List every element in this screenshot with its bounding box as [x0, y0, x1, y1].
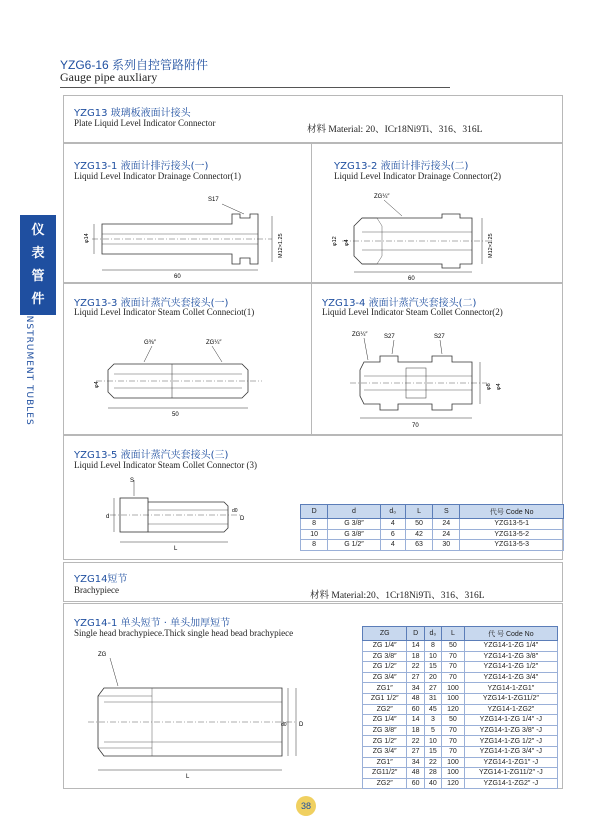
table-cell: G 1/2″	[328, 540, 380, 551]
table-cell: YZG14-1-ZG1″	[464, 683, 557, 694]
yzg13-3-drawing	[72, 326, 307, 432]
table-cell: 70	[442, 672, 465, 683]
dim-label: S27	[434, 334, 445, 340]
table-cell: 70	[442, 725, 465, 736]
table-header-cell: D	[301, 505, 328, 519]
yzg13-1-title-zh: YZG13-1 液面计排污接头(一)	[74, 161, 209, 172]
table-cell: 5	[424, 725, 441, 736]
yzg14-title-en: Brachypiece	[74, 585, 119, 595]
table-cell: 27	[407, 746, 424, 757]
dim-label: S17	[208, 197, 219, 203]
yzg13-title-zh: YZG13 玻璃板液面计接头	[74, 108, 191, 119]
dim-label: L	[174, 546, 178, 552]
table-row	[363, 672, 558, 683]
table-cell: ZG 1/2″	[363, 736, 407, 747]
yzg13-1-drawing	[72, 186, 307, 280]
table-cell: ZG 3/8″	[363, 725, 407, 736]
table-cell: G 3/8″	[328, 529, 380, 540]
category-english	[18, 312, 58, 447]
table-cell: 50	[442, 641, 465, 652]
page-number: 38	[296, 796, 316, 816]
panel-divider	[311, 144, 312, 282]
yzg14-material: 材料 Material:20、1Cr18Ni9Ti、316、316L	[310, 591, 485, 601]
yzg13-title-en: Plate Liquid Level Indicator Connector	[74, 118, 216, 128]
table-cell: 8	[424, 641, 441, 652]
table-cell: YZG14-1-ZG 3/8″ -J	[464, 725, 557, 736]
table-header-cell: d	[328, 505, 380, 519]
table-header-cell: L	[442, 627, 465, 641]
dim-label: G⅜″	[144, 340, 156, 346]
yzg13-2-title-zh: YZG13-2 液面计排污接头(二)	[334, 161, 469, 172]
table-header-cell: L	[405, 505, 432, 519]
dim-label: d0	[232, 508, 238, 514]
table-cell: 6	[380, 529, 405, 540]
table-row	[363, 778, 558, 789]
table-cell: 3	[424, 715, 441, 726]
table-cell: 15	[424, 662, 441, 673]
table-cell: ZG 1/2″	[363, 662, 407, 673]
yzg13-2-drawing	[322, 186, 557, 280]
yzg13-5-title-en: Liquid Level Indicator Steam Collet Connector (3)	[74, 460, 257, 470]
dim-label: ZG¼″	[206, 340, 222, 346]
table-row	[363, 662, 558, 673]
table-cell: 14	[407, 641, 424, 652]
dim-label: 50	[172, 412, 179, 418]
table-row	[301, 519, 564, 530]
table-cell: 10	[424, 651, 441, 662]
table-header-cell: 代号 Code No	[460, 505, 564, 519]
table-cell: 42	[405, 529, 432, 540]
table-cell: 40	[424, 778, 441, 789]
dim-label: D	[299, 722, 304, 728]
dim-label: M12×1.25	[488, 233, 494, 258]
dim-label: S	[130, 478, 135, 484]
yzg13-5-spec-table	[300, 504, 564, 551]
yzg13-4-title-en: Liquid Level Indicator Steam Collet Connector(2)	[322, 307, 503, 317]
table-header-cell: d₀	[380, 505, 405, 519]
table-cell: 60	[407, 778, 424, 789]
tab-char: 表	[31, 246, 45, 261]
dim-label: ZG¼″	[374, 194, 390, 200]
table-cell: 18	[407, 725, 424, 736]
table-cell: ZG 3/4″	[363, 672, 407, 683]
table-cell: 31	[424, 693, 441, 704]
yzg14-title-zh: YZG14短节	[74, 574, 128, 585]
table-cell: YZG13-5-1	[460, 519, 564, 530]
table-cell: ZG2″	[363, 778, 407, 789]
table-row	[363, 715, 558, 726]
table-header-cell: d₀	[424, 627, 441, 641]
table-cell: 20	[424, 672, 441, 683]
yzg14-1-drawing	[82, 644, 312, 784]
table-cell: 70	[442, 662, 465, 673]
table-row	[363, 683, 558, 694]
table-row	[363, 651, 558, 662]
table-cell: ZG 3/8″	[363, 651, 407, 662]
dim-label: φ14	[84, 233, 90, 243]
yzg13-drainage-panel	[63, 143, 563, 283]
table-cell: 4	[380, 540, 405, 551]
table-cell: 120	[442, 778, 465, 789]
dim-label: S27	[384, 334, 395, 340]
yzg14-1-panel	[63, 603, 563, 789]
dim-label: 60	[408, 276, 415, 280]
table-cell: 22	[407, 736, 424, 747]
yzg14-1-title-en: Single head brachypiece.Thick single head bead brachypiece	[74, 628, 294, 638]
dim-label: φ12	[332, 236, 338, 246]
yzg13-2-title-en: Liquid Level Indicator Drainage Connector(2)	[334, 171, 501, 181]
table-cell: 63	[405, 540, 432, 551]
table-cell: 24	[433, 519, 460, 530]
yzg13-5-title-zh: YZG13-5 液面计蒸汽夹套接头(三)	[74, 450, 229, 461]
table-cell: YZG14-1-ZG11/2″ -J	[464, 768, 557, 779]
table-cell: 45	[424, 704, 441, 715]
table-cell: 30	[433, 540, 460, 551]
dim-label: M12×1.25	[278, 233, 284, 258]
table-row	[301, 529, 564, 540]
table-cell: YZG14-1-ZG 1/2″	[464, 662, 557, 673]
yzg13-header-panel	[63, 95, 563, 143]
table-cell: 27	[424, 683, 441, 694]
table-cell: 15	[424, 746, 441, 757]
table-cell: G 3/8″	[328, 519, 380, 530]
table-row	[363, 746, 558, 757]
table-cell: 100	[442, 757, 465, 768]
table-cell: 27	[407, 672, 424, 683]
table-cell: 24	[433, 529, 460, 540]
dim-label: φ4	[496, 383, 502, 390]
table-row	[363, 704, 558, 715]
table-cell: 10	[301, 529, 328, 540]
table-cell: 100	[442, 768, 465, 779]
panel-divider	[311, 284, 312, 434]
table-cell: 50	[405, 519, 432, 530]
yzg14-1-title-zh: YZG14-1 单头短节 · 单头加厚短节	[74, 618, 231, 629]
table-header-cell: S	[433, 505, 460, 519]
table-row	[363, 768, 558, 779]
table-cell: 22	[424, 757, 441, 768]
dim-label: ZG¼″	[352, 332, 368, 338]
table-cell: YZG14-1-ZG 3/4″	[464, 672, 557, 683]
yzg14-1-spec-table	[362, 626, 558, 789]
table-cell: 18	[407, 651, 424, 662]
table-cell: 60	[407, 704, 424, 715]
table-cell: ZG 3/4″	[363, 746, 407, 757]
table-cell: YZG14-1-ZG 1/4″	[464, 641, 557, 652]
table-cell: YZG14-1-ZG 3/4″ -J	[464, 746, 557, 757]
yzg13-5-panel	[63, 435, 563, 560]
table-cell: 100	[442, 693, 465, 704]
table-cell: ZG1 1/2″	[363, 693, 407, 704]
yzg13-4-title-zh: YZG13-4 液面计蒸汽夹套接头(二)	[322, 298, 477, 309]
yzg13-5-drawing	[94, 476, 264, 556]
category-tab	[20, 215, 56, 315]
table-cell: YZG13-5-3	[460, 540, 564, 551]
table-cell: 48	[407, 693, 424, 704]
table-cell: 10	[424, 736, 441, 747]
table-cell: YZG14-1-ZG 1/4″ -J	[464, 715, 557, 726]
table-cell: YZG14-1-ZG 1/2″ -J	[464, 736, 557, 747]
table-cell: 34	[407, 757, 424, 768]
table-cell: YZG13-5-2	[460, 529, 564, 540]
dim-label: D	[240, 516, 245, 522]
table-row	[363, 736, 558, 747]
table-header-cell: D	[407, 627, 424, 641]
table-row	[363, 641, 558, 652]
table-cell: ZG1″	[363, 683, 407, 694]
table-cell: 70	[442, 746, 465, 757]
tab-char: 仪	[31, 223, 45, 238]
yzg13-material: 材料 Material: 20、ICr18Ni9Ti、316、316L	[307, 125, 483, 135]
table-cell: 50	[442, 715, 465, 726]
table-cell: ZG1″	[363, 757, 407, 768]
table-row	[363, 725, 558, 736]
table-cell: YZG14-1-ZG1″ -J	[464, 757, 557, 768]
page-title: YZG6-16 系列自控管路附件	[60, 58, 209, 72]
dim-label: 60	[174, 274, 181, 280]
table-cell: 8	[301, 519, 328, 530]
table-cell: ZG 1/4″	[363, 641, 407, 652]
yzg13-steam-panel	[63, 283, 563, 435]
table-cell: 48	[407, 768, 424, 779]
table-cell: 70	[442, 736, 465, 747]
table-row	[363, 757, 558, 768]
yzg13-3-title-zh: YZG13-3 液面计蒸汽夹套接头(一)	[74, 298, 229, 309]
dim-label: φ4	[344, 239, 350, 246]
dim-label: ZG	[98, 652, 107, 658]
header-divider	[60, 87, 450, 88]
table-row	[363, 693, 558, 704]
dim-label: φ8	[486, 383, 492, 390]
category-english-text: INSTRUMENT TUBLES	[24, 312, 34, 426]
yzg14-header-panel	[63, 562, 563, 602]
dim-label: φ4	[94, 381, 100, 388]
table-cell: YZG14-1-ZG11/2″	[464, 693, 557, 704]
table-cell: YZG14-1-ZG 3/8″	[464, 651, 557, 662]
table-cell: YZG14-1-ZG2″ -J	[464, 778, 557, 789]
table-cell: 14	[407, 715, 424, 726]
table-cell: 120	[442, 704, 465, 715]
dim-label: d0	[281, 722, 287, 728]
yzg13-4-drawing	[322, 326, 557, 432]
table-cell: YZG14-1-ZG2″	[464, 704, 557, 715]
yzg13-1-title-en: Liquid Level Indicator Drainage Connector(1)	[74, 171, 241, 181]
dim-label: L	[186, 774, 190, 780]
table-cell: 22	[407, 662, 424, 673]
table-cell: ZG2″	[363, 704, 407, 715]
tab-char: 件	[31, 292, 45, 307]
table-cell: 70	[442, 651, 465, 662]
page-subtitle: Gauge pipe auxliary	[60, 70, 158, 84]
table-cell: ZG 1/4″	[363, 715, 407, 726]
table-row	[301, 540, 564, 551]
table-cell: 34	[407, 683, 424, 694]
table-cell: 4	[380, 519, 405, 530]
dim-label: 70	[412, 423, 419, 429]
table-header-cell: 代 号 Code No	[464, 627, 557, 641]
table-cell: 100	[442, 683, 465, 694]
yzg13-3-title-en: Liquid Level Indicator Steam Collet Conneciot(1)	[74, 307, 255, 317]
table-cell: 28	[424, 768, 441, 779]
table-header-cell: ZG	[363, 627, 407, 641]
table-cell: 8	[301, 540, 328, 551]
table-cell: ZG11/2″	[363, 768, 407, 779]
tab-char: 管	[31, 269, 45, 284]
dim-label: d	[106, 514, 110, 520]
